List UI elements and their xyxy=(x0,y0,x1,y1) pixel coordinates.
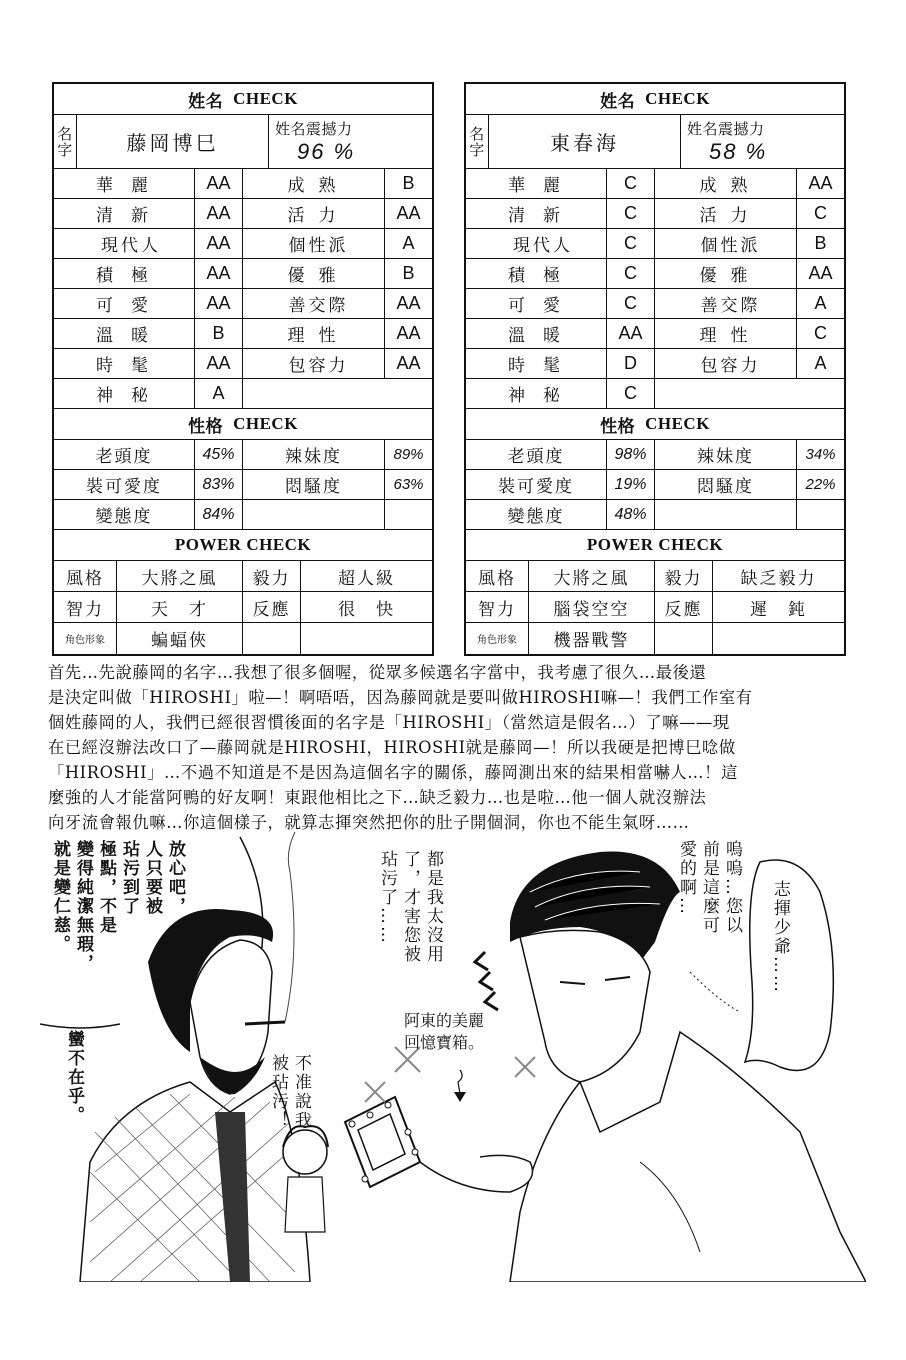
essay-line: 是決定叫做「HIROSHI」啦—！啊唔唔，因為藤岡就是要叫做HIROSHI嘛—！我們工作室有 xyxy=(48,688,753,707)
attr-row: 華麗 C 成熟 AA xyxy=(466,169,844,199)
attr-row: 積極 C 優雅 AA xyxy=(466,259,844,289)
attr-row: 時髦 D 包容力 A xyxy=(466,349,844,379)
essay-line: 麼強的人才能當阿鴨的好友啊！東跟他相比之下…缺乏毅力…也是啦…他一個人就沒辦法 xyxy=(48,788,707,807)
character-name: 藤岡博巳 xyxy=(77,115,269,168)
name-tag: 名 字 xyxy=(466,115,489,168)
speech-bubble-small-character: 不准說我 被玷污！ xyxy=(268,1054,311,1130)
personality-check-header: 性格 CHECK xyxy=(466,409,844,440)
attr-row: 華麗 AA 成熟 B xyxy=(54,169,432,199)
aside-text-fujioka: 蠻不在乎。 xyxy=(64,1030,84,1125)
power-row: 角色形象 蝙蝠俠 xyxy=(54,623,432,654)
power-row: 風格 大將之風 毅力 超人級 xyxy=(54,561,432,592)
attr-row: 現代人 AA 個性派 A xyxy=(54,229,432,259)
power-row: 智力 腦袋空空 反應 遲 鈍 xyxy=(466,592,844,623)
power-check-header: POWER CHECK xyxy=(54,530,432,561)
power-check-header: POWER CHECK xyxy=(466,530,844,561)
personality-row: 裝可愛度 19% 悶騷度 22% xyxy=(466,470,844,500)
character-card-fujioka xyxy=(52,82,434,656)
author-commentary xyxy=(48,660,868,835)
character-name: 東春海 xyxy=(489,115,681,168)
essay-line: 首先…先說藤岡的名字…我想了很多個喔，從眾多候選名字當中，我考慮了很久…最後還 xyxy=(48,663,707,682)
personality-check-header: 性格 CHECK xyxy=(54,409,432,440)
attr-row: 清新 C 活力 C xyxy=(466,199,844,229)
name-power: 姓名震撼力 96 % xyxy=(275,120,356,164)
essay-line: 「HIROSHI」…不過不知道是不是因為這個名字的關係，藤岡測出來的結果相當嚇人…！這 xyxy=(48,763,738,782)
personality-row: 老頭度 45% 辣妹度 89% xyxy=(54,440,432,470)
personality-row: 變態度 48% xyxy=(466,500,844,530)
name-row xyxy=(54,115,432,169)
power-row: 角色形象 機器戰警 xyxy=(466,623,844,654)
attr-row: 溫暖 B 理性 AA xyxy=(54,319,432,349)
attr-row: 神秘 C xyxy=(466,379,844,409)
attr-row: 清新 AA 活力 AA xyxy=(54,199,432,229)
name-check-header: 姓名 CHECK xyxy=(466,84,844,115)
personality-row: 老頭度 98% 辣妹度 34% xyxy=(466,440,844,470)
attr-row: 可愛 C 善交際 A xyxy=(466,289,844,319)
attr-row: 神秘 A xyxy=(54,379,432,409)
speech-bubble-azuma-apology: 都是我太沒用 了，才害您被 玷污了…… xyxy=(377,850,443,964)
personality-row: 裝可愛度 83% 悶騷度 63% xyxy=(54,470,432,500)
power-row: 智力 天 才 反應 很 快 xyxy=(54,592,432,623)
name-power: 姓名震撼力 58 % xyxy=(687,120,768,164)
speech-bubble-azuma-sob: 嗚嗚…您以 前是這麼可 愛的啊… xyxy=(676,840,742,935)
speech-bubble-azuma-call: 志揮少爺…… xyxy=(770,880,790,994)
personality-row: 變態度 84% xyxy=(54,500,432,530)
speech-bubble-fujioka: 放心吧， 人只要被 玷污到了 極點，不是 變得純潔無瑕， 就是變仁慈。 xyxy=(50,840,185,973)
attr-row: 時髦 AA 包容力 AA xyxy=(54,349,432,379)
name-tag: 名 字 xyxy=(54,115,77,168)
caption-memory-box: 阿東的美麗 回憶寶箱。 xyxy=(404,1011,485,1052)
essay-line: 個姓藤岡的人，我們已經很習慣後面的名字是「HIROSHI」（當然這是假名…）了嘛——現 xyxy=(48,713,730,732)
character-card-azuma xyxy=(464,82,846,656)
essay-line: 在已經沒辦法改口了—藤岡就是HIROSHI，HIROSHI就是藤岡—！所以我硬是把博巳唸做 xyxy=(48,738,736,757)
attr-row: 溫暖 AA 理性 C xyxy=(466,319,844,349)
name-power-value: 96 % xyxy=(297,139,356,164)
essay-line: 向牙流會報仇嘛…你這個樣子，就算志揮突然把你的肚子開個洞，你也不能生氣呀…… xyxy=(48,813,690,832)
power-row: 風格 大將之風 毅力 缺乏毅力 xyxy=(466,561,844,592)
manga-illustration xyxy=(40,832,866,1282)
name-row xyxy=(466,115,844,169)
name-check-header: 姓名 CHECK xyxy=(54,84,432,115)
attr-row: 可愛 AA 善交際 AA xyxy=(54,289,432,319)
attr-row: 現代人 C 個性派 B xyxy=(466,229,844,259)
name-power-value: 58 % xyxy=(709,139,768,164)
attr-row: 積極 AA 優雅 B xyxy=(54,259,432,289)
